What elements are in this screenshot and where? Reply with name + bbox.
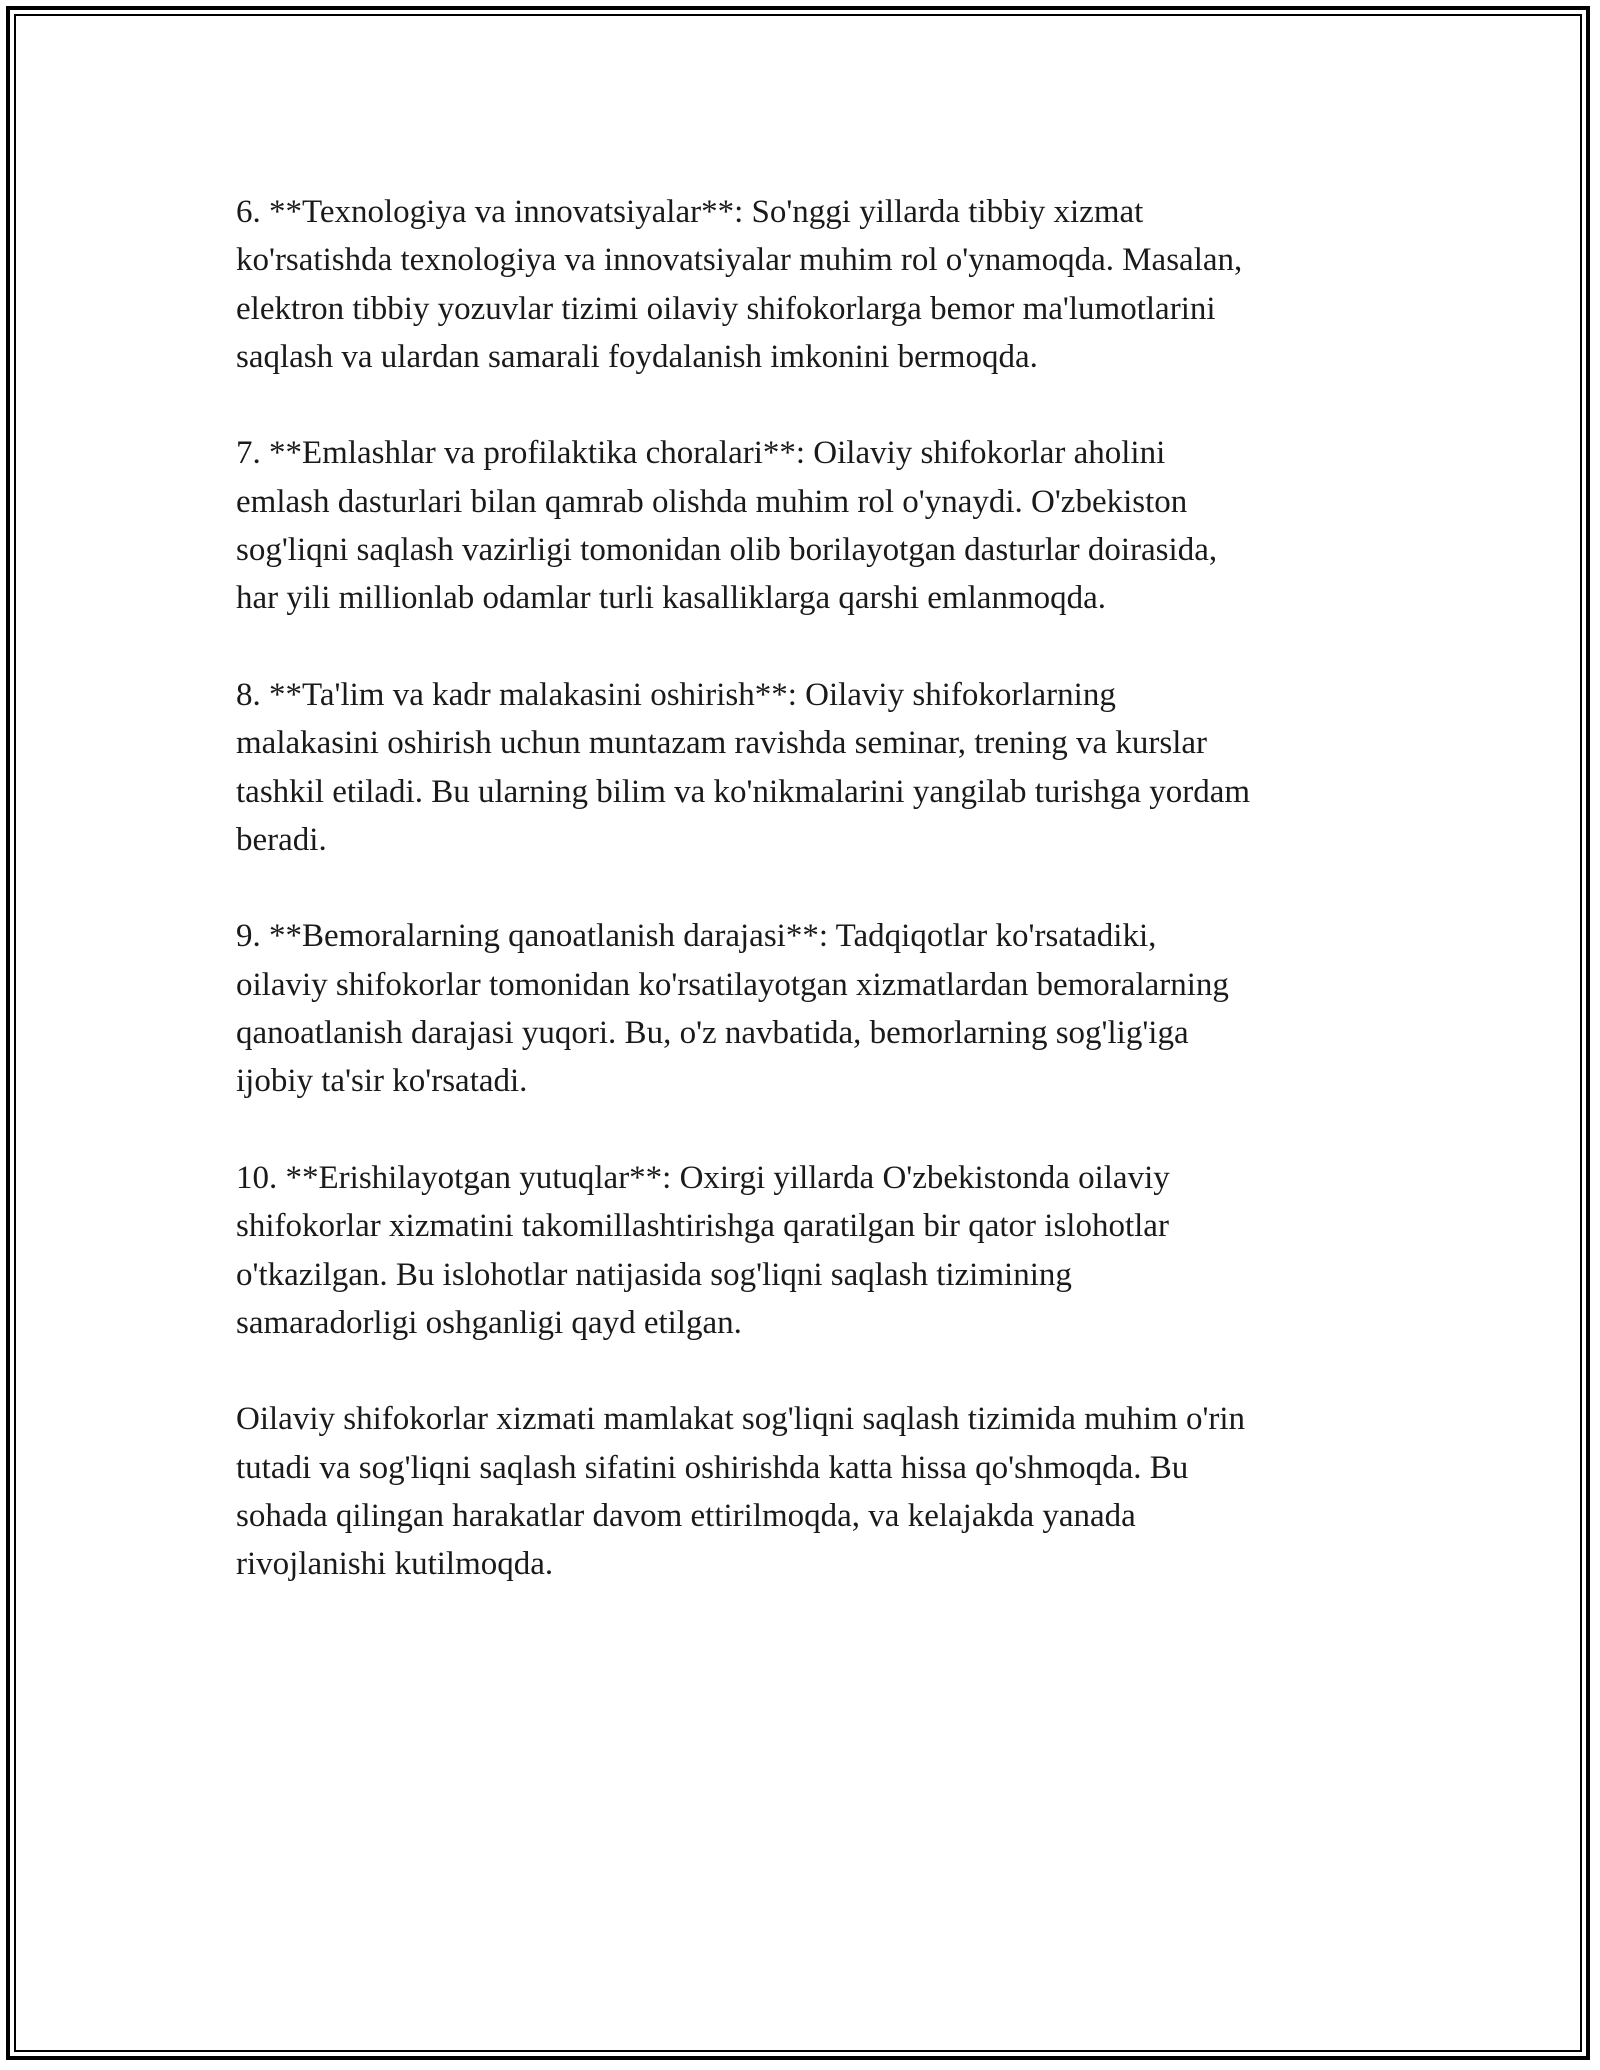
paragraph-technology: 6. **Texnologiya va innovatsiyalar**: So'nggi yillarda tibbiy xizmat ko'rsatishda texnologiya va innovatsiyalar muhim rol o'ynamoqda. Masalan, elektron tibbiy yozuvlar tizimi oilaviy shifokorlarga bemor ma'lumotlarini saqlash va ulardan samarali foydalanish imkonini bermoqda. <box>236 194 1243 375</box>
paragraph-achievements: 10. **Erishilayotgan yutuqlar**: Oxirgi yillarda O'zbekistonda oilaviy shifokorlar xizmatini takomillashtirishga qaratilgan bir qator islohotlar o'tkazilgan. Bu islohotlar natijasida sog'liqni saqlash tizimining samaradorligi oshganligi qayd etilgan. <box>236 1159 1170 1341</box>
document-body <box>236 188 1386 1637</box>
paragraph-conclusion: Oilaviy shifokorlar xizmati mamlakat sog'liqni saqlash tizimida muhim o'rin tutadi va sog'liqni saqlash sifatini oshirishda katta hissa qo'shmoqda. Bu sohada qilingan harakatlar davom ettirilmoqda, va kelajakda yanada rivojlanishi kutilmoqda. <box>236 1401 1246 1583</box>
paragraph-vaccination: 7. **Emlashlar va profilaktika choralari**: Oilaviy shifokorlar aholini emlash dasturlari bilan qamrab olishda muhim rol o'ynaydi. O'zbekiston sog'liqni saqlash vazirligi tomonidan olib borilayotgan dasturlar doirasida, har yili millionlab odamlar turli kasalliklarga qarshi emlanmoqda. <box>236 435 1218 617</box>
paragraph-patient-satisfaction: 9. **Bemoralarning qanoatlanish darajasi**: Tadqiqotlar ko'rsatadiki, oilaviy shifokorlar tomonidan ko'rsatilayotgan xizmatlardan bemoralarning qanoatlanish darajasi yuqori. Bu, o'z navbatida, bemorlarning sog'lig'iga ijobiy ta'sir ko'rsatadi. <box>236 918 1229 1100</box>
paragraph-education: 8. **Ta'lim va kadr malakasini oshirish**: Oilaviy shifokorlarning malakasini oshirish uchun muntazam ravishda seminar, trening va kurslar tashkil etiladi. Bu ularning bilim va ko'nikmalarini yangilab turishga yordam beradi. <box>236 676 1251 858</box>
